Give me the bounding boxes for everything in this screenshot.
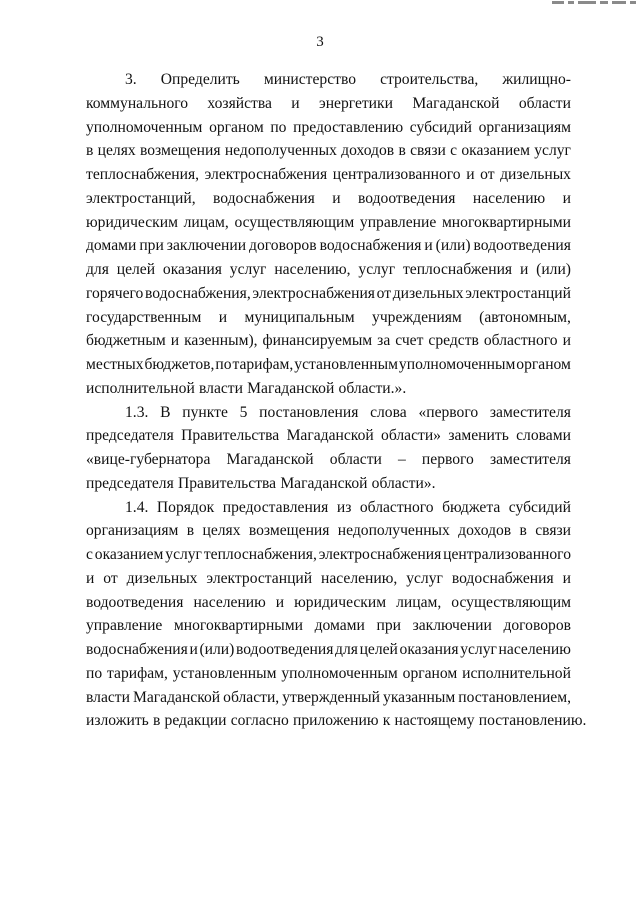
word: осуществляющим — [451, 593, 571, 611]
text-line — [86, 543, 571, 567]
word: председателя — [86, 427, 174, 445]
word: области, — [223, 688, 280, 706]
word: 5 — [239, 403, 248, 421]
word: от — [480, 166, 495, 183]
word: предоставлению — [293, 118, 404, 136]
word: услуг — [406, 569, 443, 587]
word: организациям — [478, 118, 571, 136]
word: оказания — [162, 261, 222, 278]
word: теплоснабжения, — [86, 166, 200, 183]
word: с — [450, 142, 458, 160]
word: Магаданской — [286, 427, 374, 445]
word: договоров — [249, 237, 317, 255]
word: оказанием — [94, 546, 164, 563]
word: власти — [199, 379, 243, 397]
word: целях — [97, 142, 136, 160]
word: населению, — [321, 569, 398, 587]
word: заместителя — [489, 403, 571, 421]
word: при — [376, 617, 401, 635]
page-number: 3 — [316, 34, 324, 50]
word: Магаданской — [247, 379, 335, 397]
word: уполномоченным — [398, 356, 516, 373]
word: электроснабжения — [252, 284, 375, 302]
word: слова — [370, 403, 407, 421]
word: водоснабжения, — [145, 284, 251, 302]
word: Магаданской — [280, 474, 368, 492]
word: дизельных — [500, 166, 571, 183]
word: органом — [402, 664, 458, 682]
word: тарифам, — [232, 356, 294, 373]
word: субсидий — [508, 498, 571, 516]
word: услуг — [165, 546, 202, 563]
word: осуществляющим — [234, 213, 355, 231]
word: 1.3. — [125, 403, 149, 421]
word: услуг — [460, 641, 497, 658]
word: согласно — [230, 712, 289, 730]
word: водоотведения — [86, 593, 184, 611]
word: постановлению. — [478, 712, 587, 730]
word: области» — [381, 427, 441, 445]
word: казенным), — [184, 332, 258, 350]
word: целей — [359, 641, 398, 658]
word: «вице-губернатора — [86, 451, 211, 468]
word: населению — [498, 641, 571, 658]
word: Определить — [160, 71, 240, 88]
word: заменить — [448, 427, 509, 445]
word: услуг — [358, 261, 396, 278]
word: дизельных — [392, 284, 464, 302]
word: пункте — [182, 403, 228, 421]
text-line — [86, 306, 571, 330]
word: и — [86, 569, 95, 587]
word: исполнительной — [86, 379, 195, 397]
word: и — [332, 189, 341, 207]
word: и — [291, 94, 300, 112]
word: учреждениям — [372, 308, 462, 326]
word: целей — [116, 261, 156, 278]
paragraph-clause-1-3 — [86, 401, 571, 496]
word: оказания — [399, 641, 459, 658]
word: Порядок — [156, 498, 215, 516]
paragraph-clause-1-4 — [86, 496, 587, 734]
word: указанным — [383, 688, 456, 706]
word: первого — [421, 451, 474, 468]
word: области.». — [338, 379, 407, 397]
word: бюджетов, — [144, 356, 215, 373]
text-line — [86, 686, 571, 710]
word: водоотведения — [235, 641, 334, 658]
text-line — [86, 519, 571, 543]
word: для — [335, 641, 358, 658]
word: заместителя — [489, 451, 571, 468]
word: услуг — [229, 261, 267, 278]
word: и — [562, 332, 571, 350]
word: по — [86, 664, 103, 682]
word: (или) — [435, 237, 471, 255]
text-line — [86, 163, 571, 187]
word: (или) — [536, 261, 571, 278]
word: от — [103, 569, 118, 587]
text-line — [86, 709, 587, 733]
word: за — [377, 332, 391, 350]
word: населению — [472, 189, 546, 207]
word: возмещения — [139, 142, 221, 160]
word: электроснабжения — [204, 166, 328, 183]
word: связи — [535, 522, 571, 540]
word: доходов — [458, 522, 512, 540]
word: для — [86, 261, 109, 278]
text-line — [86, 92, 571, 116]
word: электростанций — [465, 284, 571, 302]
text-line — [86, 614, 571, 638]
word: и — [562, 189, 571, 207]
word: – — [398, 451, 406, 468]
text-line — [86, 424, 571, 448]
word: централизованного — [443, 546, 571, 563]
word: исполнительной — [462, 664, 571, 682]
word: энергетики — [319, 94, 393, 112]
word: в — [398, 142, 406, 160]
word: строительства, — [380, 71, 479, 88]
word: горячего — [86, 284, 144, 302]
word: и — [466, 166, 475, 183]
word: 1.4. — [125, 498, 149, 516]
word: средств — [428, 332, 479, 350]
word: с — [86, 546, 93, 563]
word: хозяйства — [207, 94, 272, 112]
word: и — [189, 641, 198, 658]
text-line — [86, 282, 571, 306]
word: целях — [202, 522, 241, 540]
word: связи — [410, 142, 446, 160]
word: заключении — [412, 617, 492, 635]
word: изложить — [86, 712, 149, 730]
word: водоснабжения — [86, 641, 188, 658]
word: словами — [516, 427, 571, 445]
word: управление — [359, 213, 437, 231]
word: населению — [193, 593, 266, 611]
word: государственным — [86, 308, 202, 326]
word: лицам, — [396, 593, 442, 611]
word: при — [139, 237, 164, 255]
word: электроснабжения — [318, 546, 442, 563]
word: электростанций, — [86, 189, 196, 207]
word: области — [518, 94, 571, 112]
text-line — [86, 116, 571, 140]
word: местных — [86, 356, 144, 373]
word: бюджетным — [86, 332, 166, 350]
word: Правительства — [177, 474, 277, 492]
word: уполномоченным — [281, 664, 398, 682]
word: в — [186, 522, 195, 540]
word: настоящему — [394, 712, 475, 730]
word: области — [329, 451, 382, 468]
word: организациям — [86, 522, 179, 540]
word: областного — [359, 498, 434, 516]
word: электростанций — [206, 569, 313, 587]
word: многоквартирными — [173, 617, 303, 635]
word: счет — [395, 332, 424, 350]
word: председателя — [86, 474, 174, 492]
text-line — [86, 139, 571, 163]
word: редакции — [164, 712, 227, 730]
word: 3. — [125, 71, 137, 88]
word: тарифам, — [107, 664, 168, 682]
word: водоотведения — [358, 189, 456, 207]
word: водоотведения — [473, 237, 571, 255]
word: Правительства — [181, 427, 280, 445]
text-line — [86, 234, 571, 258]
word: юридическим — [294, 593, 387, 611]
text-line — [86, 401, 571, 425]
text-line — [86, 472, 571, 496]
word: бюджета — [442, 498, 501, 516]
word: установленным — [172, 664, 277, 682]
text-line — [86, 638, 571, 662]
word: водоснабжения — [213, 189, 315, 207]
word: управление — [86, 617, 163, 635]
word: приложению — [293, 712, 379, 730]
word: и — [170, 332, 180, 350]
word: власти — [86, 688, 130, 706]
text-line — [86, 496, 571, 520]
word: по — [270, 118, 287, 136]
word: недополученных — [224, 142, 337, 160]
word: (автономным, — [479, 308, 571, 326]
scan-edge-mark — [548, 0, 640, 8]
text-line — [86, 662, 571, 686]
word: юридическим — [86, 213, 178, 231]
word: Магаданской — [226, 451, 314, 468]
word: в — [152, 712, 161, 730]
word: возмещения — [248, 522, 330, 540]
word: субсидий — [409, 118, 472, 136]
word: коммунального — [86, 94, 189, 112]
word: постановления — [259, 403, 359, 421]
word: домами — [86, 237, 137, 255]
word: министерство — [263, 71, 357, 88]
word: дизельных — [126, 569, 198, 587]
word: уполномоченным — [86, 118, 203, 136]
word: водоснабжения — [319, 237, 422, 255]
word: к — [382, 712, 391, 730]
document-body — [86, 68, 587, 733]
word: заключении — [166, 237, 247, 255]
word: утвержденный — [282, 688, 380, 706]
word: органом — [516, 356, 571, 373]
word: домами — [314, 617, 365, 635]
text-line — [86, 187, 571, 211]
word: по — [215, 356, 232, 373]
text-line — [86, 353, 571, 377]
text-line — [86, 211, 571, 235]
word: водоснабжения — [451, 569, 554, 587]
text-line — [86, 448, 571, 472]
text-line — [86, 567, 571, 591]
word: в — [86, 142, 94, 160]
text-line — [86, 68, 571, 92]
word: населению, — [274, 261, 351, 278]
word: многоквартирными — [441, 213, 571, 231]
word: доходов — [341, 142, 395, 160]
word: постановлением, — [458, 688, 571, 706]
word: в — [519, 522, 527, 540]
word: недополученных — [337, 522, 450, 540]
word: «первого — [418, 403, 479, 421]
word: областного — [483, 332, 558, 350]
word: лицам, — [183, 213, 229, 231]
paragraph-item-3 — [86, 68, 571, 401]
word: договоров — [503, 617, 571, 635]
word: и — [424, 237, 433, 255]
word: и — [519, 261, 529, 278]
word: финансируемым — [262, 332, 373, 350]
word: и — [218, 308, 228, 326]
word: установленным — [294, 356, 398, 373]
word: услуг — [534, 142, 571, 160]
word: централизованного — [332, 166, 461, 183]
word: органом — [209, 118, 264, 136]
word: теплоснабжения — [402, 261, 513, 278]
word: предоставления — [222, 498, 329, 516]
word: Магаданской — [132, 688, 221, 706]
word: и — [562, 569, 571, 587]
word: от — [376, 284, 392, 302]
word: области». — [371, 474, 436, 492]
word: теплоснабжения, — [203, 546, 317, 563]
word: и — [275, 593, 285, 611]
text-line — [86, 377, 571, 401]
text-line — [86, 329, 571, 353]
word: Магаданской — [412, 94, 500, 112]
word: В — [160, 403, 171, 421]
word: из — [336, 498, 352, 516]
word: жилищно- — [502, 71, 571, 88]
word: (или) — [199, 641, 235, 658]
text-line — [86, 258, 571, 282]
text-line — [86, 591, 571, 615]
word: муниципальным — [244, 308, 355, 326]
word: оказанием — [461, 142, 530, 160]
